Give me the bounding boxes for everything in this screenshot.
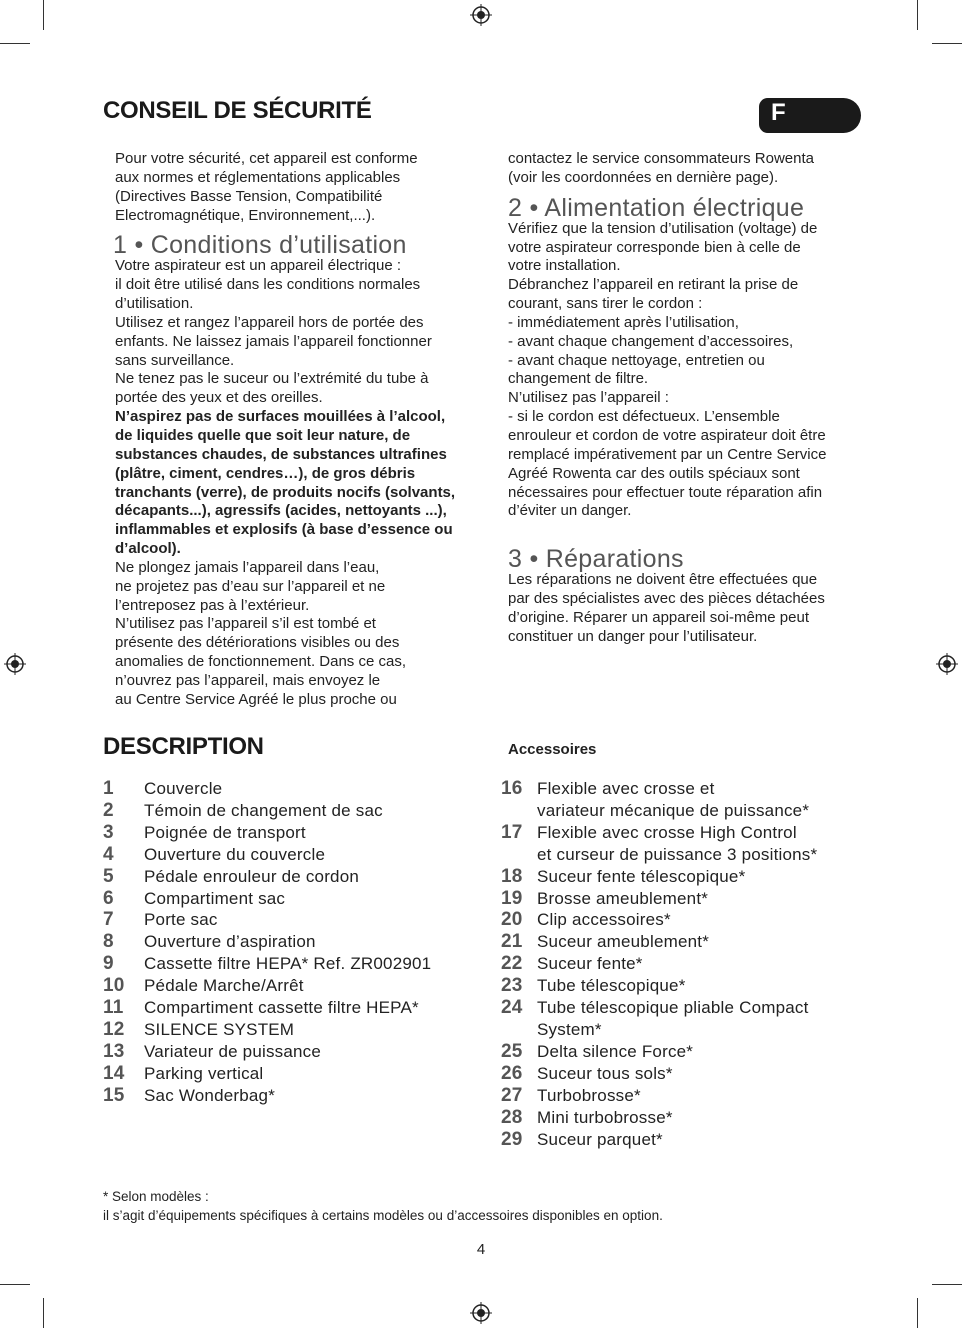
list-item bbox=[103, 975, 483, 997]
crop-mark bbox=[43, 1298, 44, 1328]
list-item bbox=[501, 953, 881, 975]
item-number: 6 bbox=[103, 887, 114, 909]
text-line: d’utilisation. bbox=[115, 295, 194, 313]
language-tab bbox=[759, 98, 861, 133]
item-label: Suceur ameublement* bbox=[537, 932, 710, 952]
item-number: 9 bbox=[103, 953, 114, 975]
footnote bbox=[103, 1188, 663, 1225]
item-label: SILENCE SYSTEM bbox=[144, 1019, 295, 1039]
warning-line: substances chaudes, de substances ultrafines bbox=[115, 445, 447, 463]
section-heading-power: 2 • Alimentation électrique bbox=[508, 193, 805, 222]
text-line: votre installation. bbox=[508, 257, 621, 275]
warning-line: (plâtre, ciment, cendres…), de gros débris bbox=[115, 464, 416, 482]
item-number: 28 bbox=[501, 1106, 523, 1128]
list-item bbox=[103, 888, 483, 910]
item-label: Delta silence Force* bbox=[537, 1041, 694, 1061]
accessories-title: Accessoires bbox=[508, 741, 597, 758]
crop-mark bbox=[932, 1284, 962, 1285]
text-line: constituer un danger pour l’utilisateur. bbox=[508, 627, 758, 645]
item-label: Tube télescopique pliable Compact bbox=[537, 998, 809, 1018]
text-line: Débranchez l’appareil en retirant la prise de bbox=[508, 276, 799, 294]
item-label: Suceur fente* bbox=[537, 954, 643, 974]
footnote-line: il s’agit d’équipements spécifiques à certains modèles ou d’accessoires disponibles en option. bbox=[103, 1207, 663, 1223]
warning-line: décapants...), agressifs (acides, nettoyants ...), bbox=[115, 502, 447, 520]
crop-mark bbox=[932, 43, 962, 44]
item-label: Tube télescopique* bbox=[537, 976, 686, 996]
item-number: 10 bbox=[103, 975, 125, 997]
text-line: enfants. Ne laissez jamais l’appareil fonctionner bbox=[115, 332, 432, 350]
item-label: Suceur tous sols* bbox=[537, 1063, 673, 1083]
list-item bbox=[103, 844, 483, 866]
item-label: Témoin de changement de sac bbox=[144, 800, 383, 820]
list-item bbox=[103, 778, 483, 800]
item-number: 3 bbox=[103, 821, 114, 843]
item-label: Sac Wonderbag* bbox=[144, 1085, 276, 1105]
section-body-power bbox=[508, 220, 878, 522]
item-number: 21 bbox=[501, 931, 523, 953]
item-number: 24 bbox=[501, 997, 523, 1019]
registration-mark-icon bbox=[4, 653, 26, 675]
item-label: Variateur de puissance bbox=[144, 1041, 322, 1061]
text-line: nécessaires pour effectuer toute réparation afin bbox=[508, 483, 823, 501]
item-label: Brosse ameublement* bbox=[537, 888, 709, 908]
text-line: au Centre Service Agréé le plus proche ou bbox=[115, 690, 397, 708]
item-label: Turbobrosse* bbox=[537, 1085, 641, 1105]
list-item bbox=[501, 1041, 881, 1063]
item-number: 8 bbox=[103, 931, 114, 953]
safety-left-column bbox=[115, 150, 475, 710]
text-line: Vérifiez que la tension d’utilisation (voltage) de bbox=[508, 219, 818, 237]
text-line: N’utilisez pas l’appareil s’il est tombé et bbox=[115, 615, 376, 633]
text-line: Votre aspirateur est un appareil électrique : bbox=[115, 257, 402, 275]
item-label: Suceur fente télescopique* bbox=[537, 866, 746, 886]
text-line: - immédiatement après l’utilisation, bbox=[508, 313, 739, 331]
section-body-conditions bbox=[115, 257, 475, 709]
item-label: Compartiment cassette filtre HEPA* bbox=[144, 998, 419, 1018]
warning-line: d’alcool). bbox=[115, 540, 181, 558]
text-line: portée des yeux et des oreilles. bbox=[115, 389, 323, 407]
text-line: anomalies de fonctionnement. Dans ce cas, bbox=[115, 653, 406, 671]
safety-right-column bbox=[508, 150, 878, 647]
list-item bbox=[103, 1085, 483, 1107]
warning-line: tranchants (verre), de produits nocifs (solvants, bbox=[115, 483, 456, 501]
item-label: Mini turbobrosse* bbox=[537, 1107, 673, 1127]
item-label: Pédale Marche/Arrêt bbox=[144, 976, 304, 996]
list-item bbox=[501, 1107, 881, 1129]
item-number: 25 bbox=[501, 1040, 523, 1062]
continuation-text bbox=[508, 150, 878, 188]
item-number: 27 bbox=[501, 1084, 523, 1106]
registration-mark-icon bbox=[470, 4, 492, 26]
text-line: n’ouvrez pas l’appareil, mais envoyez le bbox=[115, 671, 381, 689]
section-body-repairs bbox=[508, 571, 878, 646]
item-number: 7 bbox=[103, 909, 114, 931]
list-item bbox=[103, 800, 483, 822]
item-number: 12 bbox=[103, 1018, 125, 1040]
crop-mark bbox=[0, 1284, 30, 1285]
text-line: courant, sans tirer le cordon : bbox=[508, 295, 703, 313]
list-item bbox=[103, 1041, 483, 1063]
text-line: changement de filtre. bbox=[508, 370, 649, 388]
warning-line: de liquides quelle que soit leur nature, de bbox=[115, 426, 411, 444]
warning-line: inflammables et explosifs (à base d’essence ou bbox=[115, 521, 453, 539]
text-line: (Directives Basse Tension, Compatibilité bbox=[115, 187, 383, 205]
list-item bbox=[501, 888, 881, 910]
text-line: Ne tenez pas le suceur ou l’extrémité du tube à bbox=[115, 370, 429, 388]
text-line: contactez le service consommateurs Rowenta bbox=[508, 150, 814, 167]
text-line: d’éviter un danger. bbox=[508, 502, 632, 520]
item-number: 22 bbox=[501, 953, 523, 975]
text-line: l’entreposez pas à l’extérieur. bbox=[115, 596, 310, 614]
list-item bbox=[103, 909, 483, 931]
item-label: Ouverture d’aspiration bbox=[144, 932, 316, 952]
page-title: CONSEIL DE SÉCURITÉ bbox=[103, 97, 372, 124]
footnote-line: * Selon modèles : bbox=[103, 1189, 209, 1204]
item-number: 2 bbox=[103, 799, 114, 821]
registration-mark-icon bbox=[470, 1302, 492, 1324]
item-label: Ouverture du couvercle bbox=[144, 844, 326, 864]
list-item bbox=[501, 866, 881, 888]
list-item bbox=[501, 997, 881, 1041]
item-label: Porte sac bbox=[144, 910, 218, 930]
list-item bbox=[501, 778, 881, 822]
item-number: 18 bbox=[501, 865, 523, 887]
item-label: Parking vertical bbox=[144, 1063, 264, 1083]
text-line: il doit être utilisé dans les conditions normales bbox=[115, 276, 421, 294]
list-item bbox=[501, 822, 881, 866]
section-heading-conditions: 1 • Conditions d’utilisation bbox=[113, 231, 407, 260]
description-title: DESCRIPTION bbox=[103, 733, 264, 760]
list-item bbox=[103, 1019, 483, 1041]
item-label: Flexible avec crosse et bbox=[537, 779, 715, 798]
item-number: 13 bbox=[103, 1040, 125, 1062]
item-number: 19 bbox=[501, 887, 523, 909]
item-number: 5 bbox=[103, 865, 114, 887]
crop-mark bbox=[0, 43, 30, 44]
text-line: Ne plongez jamais l’appareil dans l’eau, bbox=[115, 558, 380, 576]
language-tab-label: F bbox=[771, 99, 786, 126]
text-line: N’utilisez pas l’appareil : bbox=[508, 389, 669, 407]
item-number: 14 bbox=[103, 1062, 125, 1084]
item-label-cont: System* bbox=[537, 1019, 602, 1039]
registration-mark-icon bbox=[936, 653, 958, 675]
crop-mark bbox=[917, 1298, 918, 1328]
text-line: présente des détériorations visibles ou des bbox=[115, 634, 400, 652]
list-item bbox=[103, 822, 483, 844]
item-number: 4 bbox=[103, 843, 114, 865]
text-line: (voir les coordonnées en dernière page). bbox=[508, 168, 779, 186]
item-label: Compartiment sac bbox=[144, 888, 286, 908]
list-item bbox=[103, 953, 483, 975]
list-item bbox=[501, 1129, 881, 1151]
item-number: 23 bbox=[501, 975, 523, 997]
item-number: 20 bbox=[501, 909, 523, 931]
item-number: 15 bbox=[103, 1084, 125, 1106]
text-line: - avant chaque nettoyage, entretien ou bbox=[508, 351, 765, 369]
text-line: ne projetez pas d’eau sur l’appareil et ne bbox=[115, 577, 386, 595]
safety-intro bbox=[115, 150, 475, 225]
item-number: 17 bbox=[501, 821, 523, 843]
text-line: - avant chaque changement d’accessoires, bbox=[508, 332, 794, 350]
section-heading-repairs: 3 • Réparations bbox=[508, 545, 684, 574]
list-item bbox=[501, 909, 881, 931]
item-label: Poignée de transport bbox=[144, 822, 306, 842]
text-line: - si le cordon est défectueux. L’ensemble bbox=[508, 408, 780, 426]
text-line: remplacé impérativement par un Centre Service bbox=[508, 445, 827, 463]
list-item bbox=[103, 997, 483, 1019]
item-label: Flexible avec crosse High Control bbox=[537, 822, 797, 842]
page-number: 4 bbox=[476, 1241, 486, 1258]
text-line: aux normes et réglementations applicables bbox=[115, 168, 401, 186]
item-label: Pédale enrouleur de cordon bbox=[144, 866, 360, 886]
text-line: Pour votre sécurité, cet appareil est conforme bbox=[115, 150, 418, 167]
text-line: votre aspirateur corresponde bien à celle de bbox=[508, 238, 801, 256]
list-item bbox=[501, 975, 881, 997]
text-line: Agréé Rowenta car des outils spéciaux sont bbox=[508, 464, 800, 482]
list-item bbox=[501, 1085, 881, 1107]
accessories-list bbox=[501, 778, 881, 1150]
crop-mark bbox=[43, 0, 44, 30]
text-line: d’origine. Réparer un appareil soi-même peut bbox=[508, 608, 809, 626]
item-number: 16 bbox=[501, 778, 523, 799]
list-item bbox=[501, 1063, 881, 1085]
list-item bbox=[103, 866, 483, 888]
item-label: Cassette filtre HEPA* Ref. ZR002901 bbox=[144, 954, 432, 974]
text-line: sans surveillance. bbox=[115, 351, 235, 369]
item-number: 1 bbox=[103, 778, 114, 799]
text-line: enrouleur et cordon de votre aspirateur doit être bbox=[508, 426, 826, 444]
text-line: Les réparations ne doivent être effectuées que bbox=[508, 571, 818, 589]
item-label-cont: et curseur de puissance 3 positions* bbox=[537, 844, 818, 864]
item-label-cont: variateur mécanique de puissance* bbox=[537, 800, 810, 820]
item-label: Couvercle bbox=[144, 779, 223, 798]
list-item bbox=[103, 1063, 483, 1085]
crop-mark bbox=[917, 0, 918, 30]
parts-list bbox=[103, 778, 483, 1107]
text-line: par des spécialistes avec des pièces détachées bbox=[508, 590, 825, 608]
text-line: Utilisez et rangez l’appareil hors de portée des bbox=[115, 313, 424, 331]
warning-line: N’aspirez pas de surfaces mouillées à l’alcool, bbox=[115, 408, 446, 426]
item-label: Suceur parquet* bbox=[537, 1129, 663, 1149]
text-line: Electromagnétique, Environnement,...). bbox=[115, 206, 376, 224]
list-item bbox=[103, 931, 483, 953]
item-number: 26 bbox=[501, 1062, 523, 1084]
item-number: 29 bbox=[501, 1128, 523, 1150]
list-item bbox=[501, 931, 881, 953]
item-label: Clip accessoires* bbox=[537, 910, 671, 930]
item-number: 11 bbox=[103, 997, 124, 1019]
